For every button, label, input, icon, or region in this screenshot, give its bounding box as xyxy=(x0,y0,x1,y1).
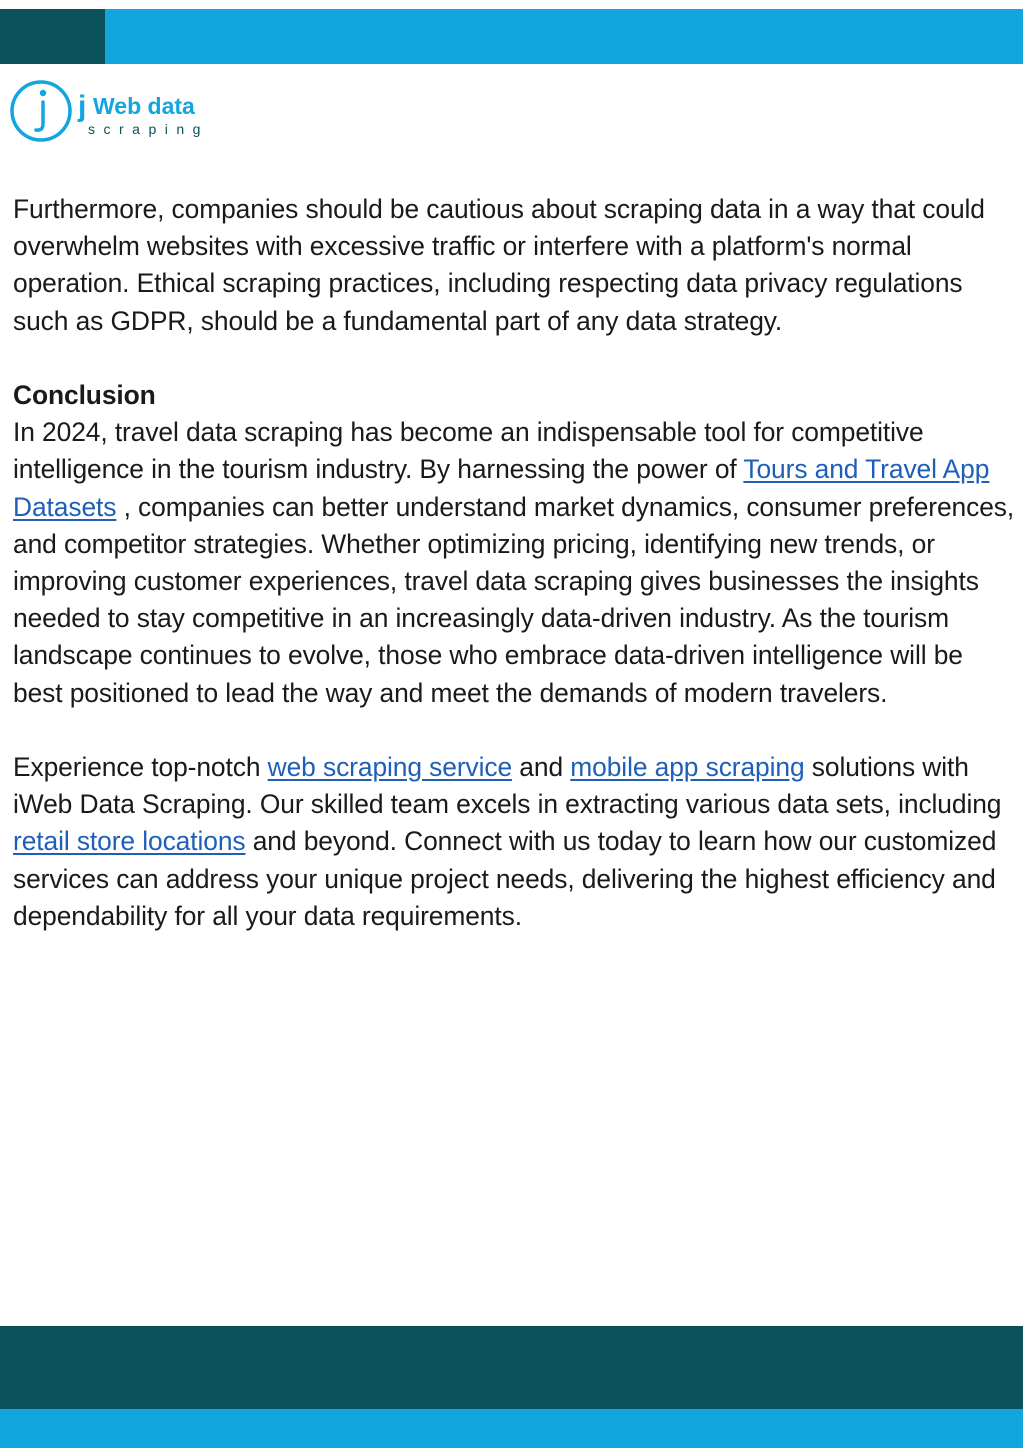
logo-subword: scraping xyxy=(88,121,209,137)
tours-travel-datasets-link[interactable]: Tours and Travel App Datasets xyxy=(13,454,990,522)
footer-accent-strip xyxy=(0,1409,1023,1448)
conclusion-text-1: In 2024, travel data scraping has become an indispensable tool for competitive intelligence in the tourism industry. By harnessing the power of xyxy=(13,417,924,485)
retail-store-locations-link[interactable]: retail store locations xyxy=(13,826,246,857)
conclusion-heading: Conclusion xyxy=(13,380,156,410)
paragraph-cta xyxy=(13,749,1015,935)
logo-initial: j xyxy=(78,90,87,123)
cta-text-3: solutions with iWeb Data Scraping. Our skilled team excels in extracting various data sets, including xyxy=(13,752,1002,820)
mobile-app-scraping-link[interactable]: mobile app scraping xyxy=(570,752,805,783)
header-accent-block xyxy=(0,9,105,64)
paragraph-ethics: Furthermore, companies should be cautious about scraping data in a way that could overwhelm websites with excessive traffic or interfere with a platform's normal operation. Ethical scraping practices, including respecting data privacy regulations such as GDPR, should be a fundamental part of any data strategy. xyxy=(13,194,985,336)
web-scraping-service-link[interactable]: web scraping service xyxy=(267,752,513,783)
logo-wordmark: Web data xyxy=(93,93,195,119)
header-band xyxy=(0,9,1023,64)
iweb-logo xyxy=(8,76,238,148)
conclusion-text-2: , companies can better understand market dynamics, consumer preferences, and competitor strategies. Whether optimizing pricing, identifying new trends, or improving customer experiences, travel data scraping gives businesses the insights needed to stay competitive in an increasingly data-driven industry. As the tourism landscape continues to evolve, those who embrace data-driven intelligence will be best positioned to lead the way and meet the demands of modern travelers. xyxy=(13,491,1015,708)
cta-text-2: and xyxy=(512,752,571,783)
footer-band xyxy=(0,1326,1023,1409)
cta-text-1: Experience top-notch xyxy=(13,752,268,783)
article-body xyxy=(13,191,1015,935)
paragraph-conclusion xyxy=(13,377,1015,712)
cta-text-4: and beyond. Connect with us today to learn how our customized services can address your unique project needs, delivering the highest efficiency and dependability for all your data requirements. xyxy=(13,826,997,931)
